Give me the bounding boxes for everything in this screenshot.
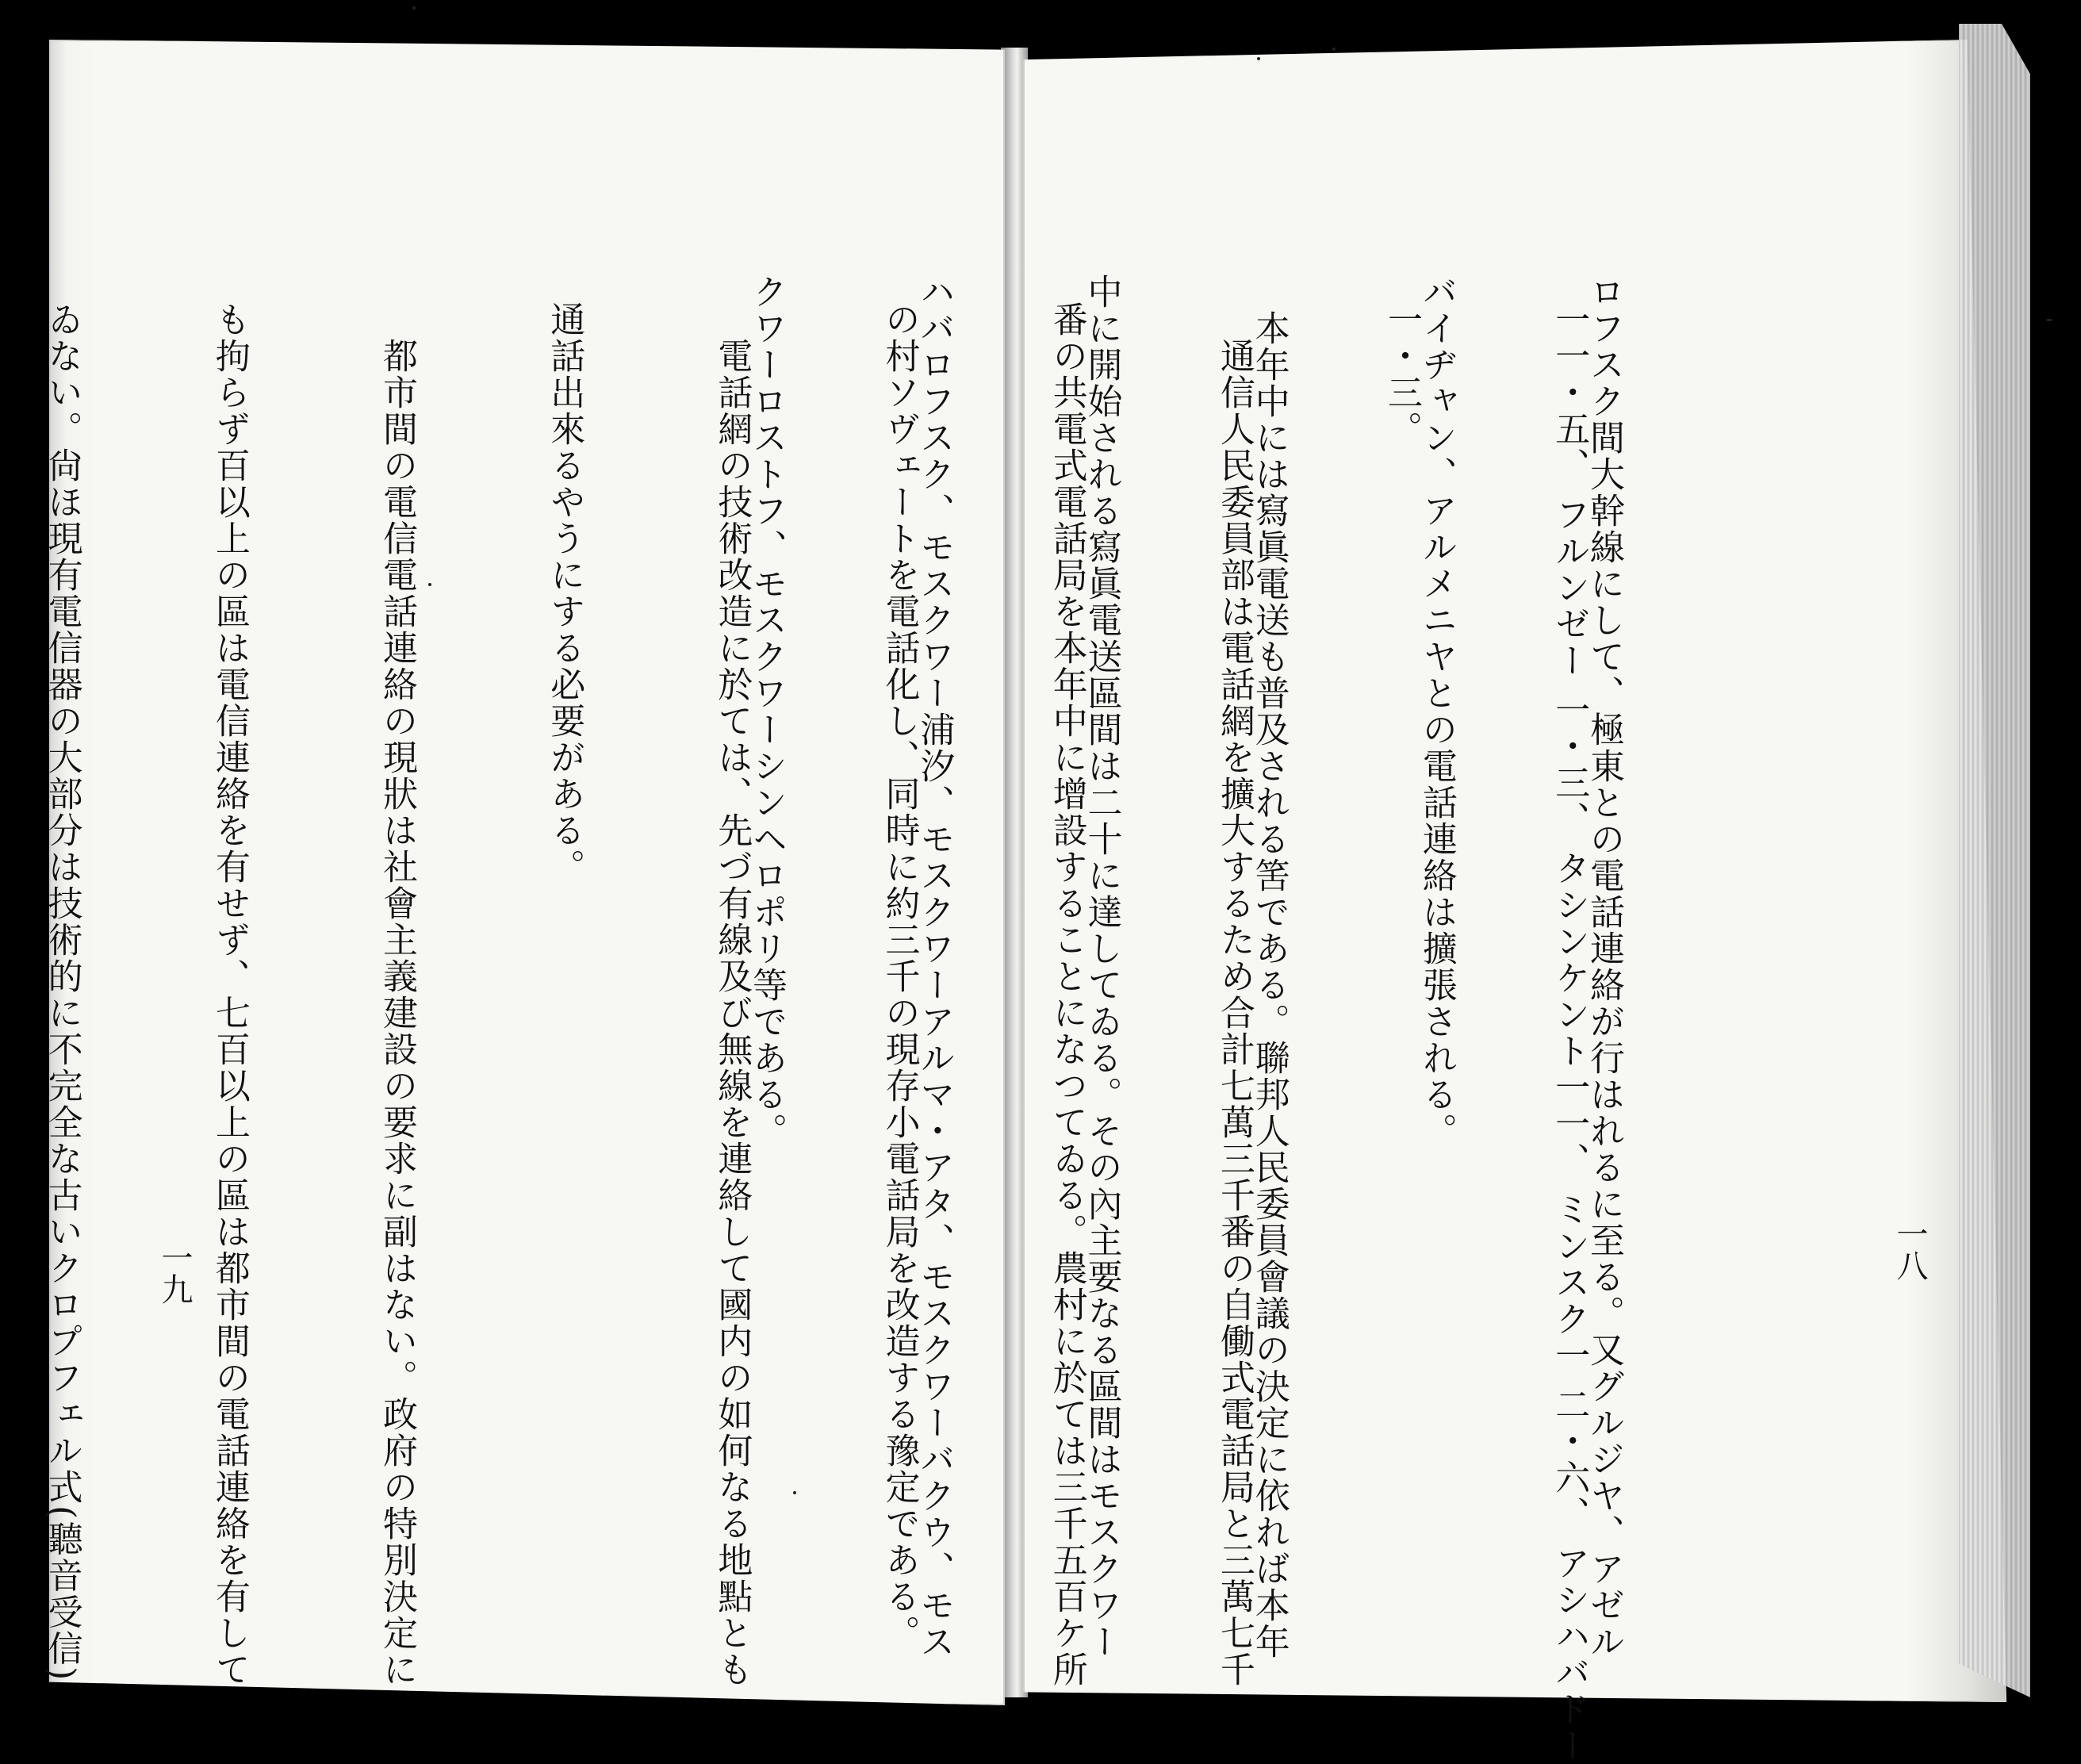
text-line: 中に開始される寫眞電送區間は二十に達してゐる。その內主要なる區間はモスクワー (1081, 274, 1122, 1660)
text-line: 通話出來るやうにする必要がある。 (544, 301, 585, 885)
text-line: ロフスク間大幹線にして、極東との電話連絡が行はれるに至る。又グルジヤ、アゼル (1584, 274, 1625, 1660)
text-line: ハバロフスク、モスクワー浦汐、モスクワーアルマ・アタ、モスクワーバクウ、モス (914, 274, 955, 1660)
text-line: クワーロストフ、モスクワーシンヘロポリ等である。 (746, 274, 788, 1149)
text-line: 本年中には寫眞電送も普及される筈である。聯邦人民委員會議の決定に依れば本年 (1248, 274, 1290, 1660)
text-line: 一一・五、 フルンゼー 一・三、 タシンケント一一、 ミンスク一 二・六、 アシハバドー (1549, 301, 1590, 1764)
text-line: 一・三。 (1382, 301, 1423, 447)
text-line: バイヂャン、アルメニヤとの電話連絡は擴張される。 (1416, 274, 1457, 1149)
page-edges (1959, 24, 2030, 1697)
text-line: 電話網の技術改造に於ては、先づ有線及び無線を連絡して國内の如何なる地點とも (711, 301, 753, 1688)
page-number-left: 一九 (156, 1241, 193, 1305)
text-line: 通信人民委員部は電話網を擴大するため合計七萬三千番の自働式電話局と三萬七千 (1213, 301, 1255, 1688)
text-line: の村ソヴェートを電話化し、同時に約三千の現存小電話局を改造する豫定である。 (879, 301, 920, 1651)
text-line: も拘らず百以上の區は電信連絡を有せず、七百以上の區は都市間の電話連絡を有して (209, 301, 250, 1688)
left-page-text (627, 274, 1743, 1660)
text-line: 都市間の電信電話連絡の現狀は社會主義建設の要求に副はない。政府の特別決定に (377, 301, 418, 1688)
text-line: ゐない。尙ほ現有電信器の大部分は技術的に不完全な古いクロプフェル式(聽音受信) (41, 301, 82, 1682)
text-line: 番の共電式電話局を本年中に增設することになつてゐる。農村に於ては三千五百ケ所 (1046, 301, 1087, 1688)
page-number-right: 一八 (1891, 1218, 1928, 1281)
